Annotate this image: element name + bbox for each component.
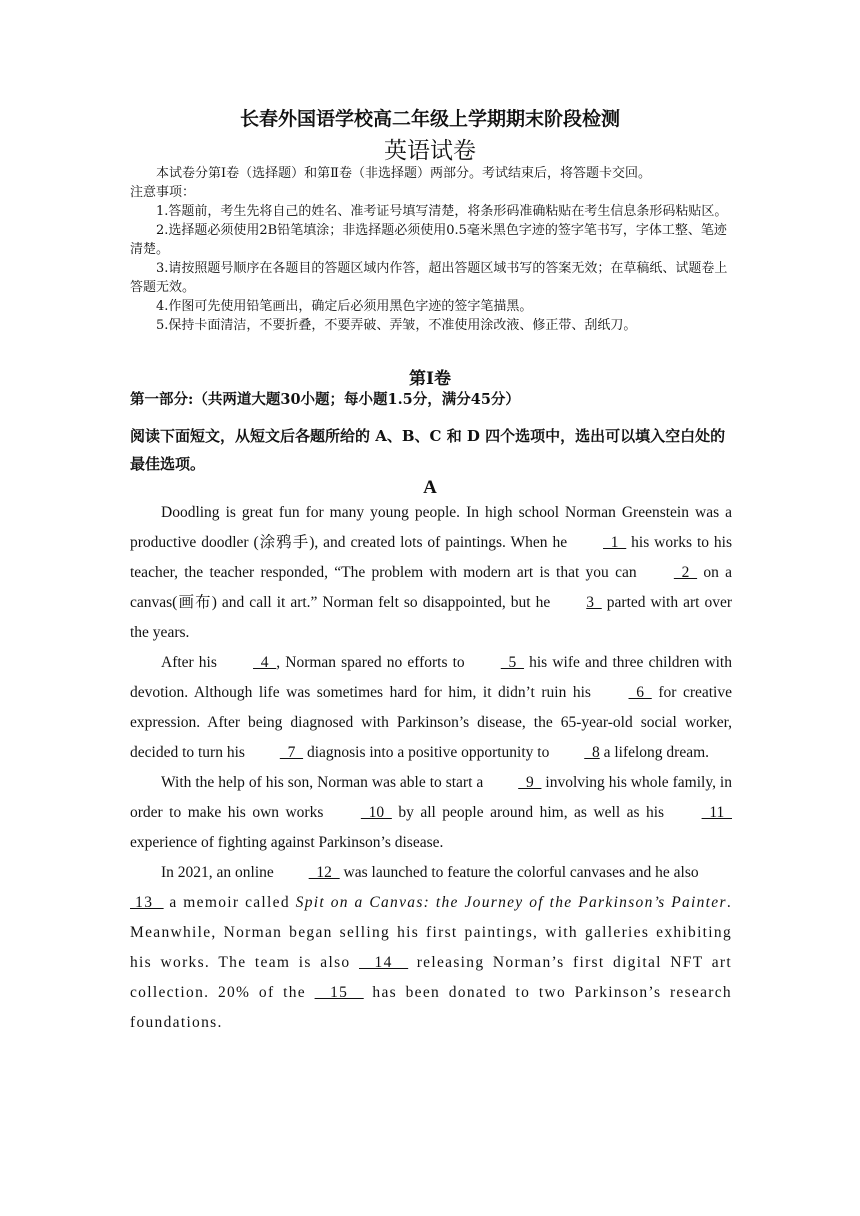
exam-notes xyxy=(130,164,732,335)
passage-text: a lifelong dream. xyxy=(599,744,710,761)
blank-5: 5 xyxy=(500,654,525,671)
notes-item: 2.选择题必须使用2B铅笔填涂；非选择题必须使用0.5毫米黑色字迹的签字笔书写，字体工整、笔迹清楚。 xyxy=(130,223,727,257)
blank-11: 11 xyxy=(701,804,732,821)
blank-8: 8 xyxy=(584,744,600,761)
passage-text: experience of fighting against Parkinson’s disease. xyxy=(130,834,444,851)
part-heading: 第一部分:（共两道大题30小题；每小题1.5分，满分45分） xyxy=(130,391,520,408)
blank-13: 13 xyxy=(130,894,164,911)
blank-12: 12 xyxy=(308,864,340,881)
passage-paragraph-2 xyxy=(130,648,732,768)
blank-7: 7 xyxy=(279,744,304,761)
cloze-passage xyxy=(130,498,732,1038)
volume-heading: 第Ⅰ卷 xyxy=(409,369,451,389)
passage-paragraph-5 xyxy=(130,888,732,1038)
blank-9: 9 xyxy=(518,774,542,791)
blank-1: 1 xyxy=(603,534,627,551)
notes-item: 4.作图可先使用铅笔画出，确定后必须用黑色字迹的签字笔描黑。 xyxy=(156,299,533,314)
passage-text: In 2021, an online xyxy=(161,864,278,881)
notes-intro: 本试卷分第Ⅰ卷（选择题）和第Ⅱ卷（非选择题）两部分。考试结束后，将答题卡交回。 xyxy=(156,166,651,181)
passage-text: a memoir called xyxy=(163,894,296,911)
blank-3: 3 xyxy=(586,594,602,611)
passage-text: his wife and three children with devotion. Although life was sometimes hard for him, it didn’t ruin his xyxy=(130,654,732,701)
reading-instruction: 阅读下面短文，从短文后各题所给的 A、B、C 和 D 四个选项中，选出可以填入空白处的最佳选项。 xyxy=(130,427,726,473)
blank-14: 14 xyxy=(359,954,409,971)
blank-6: 6 xyxy=(628,684,652,701)
passage-text: , Norman spared no efforts to xyxy=(276,654,470,671)
blank-15: 15 xyxy=(314,984,364,1001)
notes-label: 注意事项： xyxy=(130,185,196,200)
passage-paragraph-1 xyxy=(130,498,732,648)
passage-text: his works to his teacher, the teacher responded, “The problem with modern art is that you can xyxy=(130,534,732,581)
passage-text: After his xyxy=(161,654,223,671)
blank-10: 10 xyxy=(360,804,392,821)
blank-4: 4 xyxy=(253,654,277,671)
notes-item: 5.保持卡面清洁，不要折叠，不要弄破、弄皱，不准使用涂改液、修正带、刮纸刀。 xyxy=(156,318,637,333)
section-heading: A xyxy=(423,477,437,498)
passage-text: releasing Norman’s first digital NFT art collection. 20% of the xyxy=(130,954,732,1001)
memoir-title: Spit on a Canvas: the Journey of the Parkinson’s Painter xyxy=(295,894,727,911)
passage-text: diagnosis into a positive opportunity to xyxy=(303,744,554,761)
blank-2: 2 xyxy=(673,564,698,581)
passage-text: on a canvas(画布) and call it art.” Norman felt so disappointed, but he xyxy=(130,564,732,611)
notes-item: 1.答题前，考生先将自己的姓名、准考证号填写清楚，将条形码准确粘贴在考生信息条形码粘贴区。 xyxy=(156,204,728,219)
passage-paragraph-3 xyxy=(130,768,732,858)
notes-item: 3.请按照题号顺序在各题目的答题区域内作答，超出答题区域书写的答案无效；在草稿纸、试题卷上答题无效。 xyxy=(130,261,728,295)
passage-text: With the help of his son, Norman was able to start a xyxy=(161,774,488,791)
passage-text: . Meanwhile, Norman began selling his first paintings, with galleries exhibiting his works. The team is also xyxy=(130,894,732,971)
exam-subtitle: 英语试卷 xyxy=(384,138,476,164)
passage-text: involving his whole family, in order to make his own works xyxy=(130,774,732,821)
passage-text: Doodling is great fun for many young people. In high school Norman Greenstein was a productive doodler (涂鸦手), and created lots of paintings. When he xyxy=(130,504,732,551)
passage-text: has been donated to two Parkinson’s research foundations. xyxy=(130,984,732,1031)
passage-text: parted with art over the years. xyxy=(130,594,732,641)
passage-text: was launched to feature the colorful canvases and he also xyxy=(339,864,699,881)
passage-paragraph-4 xyxy=(130,858,732,888)
passage-text: by all people around him, as well as his xyxy=(391,804,671,821)
passage-text: for creative expression. After being diagnosed with Parkinson’s disease, the 65-year-old social worker, decided to turn his xyxy=(130,684,732,761)
exam-title: 长春外国语学校高二年级上学期期末阶段检测 xyxy=(239,108,620,130)
